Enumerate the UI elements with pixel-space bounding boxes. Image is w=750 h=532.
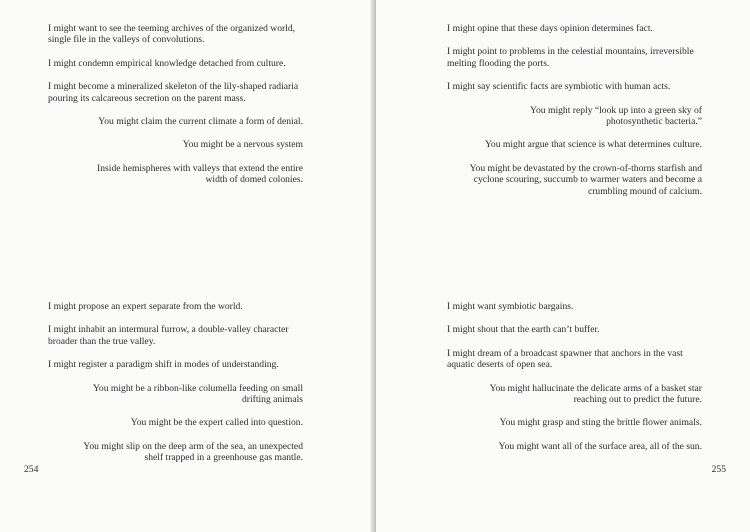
stanza-line: I might dream of a broadcast spawner that anchors in the vast aquatic deserts of open sea.: [447, 347, 683, 371]
stanza-line: I might point to problems in the celestial mountains, irreversible melting flooding the ports.: [447, 46, 694, 69]
stanza-line: You might argue that science is what determines culture.: [484, 139, 702, 151]
stanza-line: You might be a nervous system: [182, 139, 303, 151]
stanza-line: You might claim the current climate a form of denial.: [98, 116, 303, 128]
stanza-line: You might be devastated by the crown-of-thorns starfish and cyclone scouring, succumb to warmer waters and become a crumbling mound of calcium.: [469, 162, 702, 197]
stanza-line: I might shout that the earth can’t buffer.: [447, 324, 600, 336]
stanza-line: I might inhabit an intermural furrow, a double-valley character broader than the true valley.: [48, 324, 289, 347]
right-top-block: [447, 23, 702, 197]
stanza-line: You might be the expert called into question.: [130, 417, 303, 429]
stanza-line: I might become a mineralized skeleton of the lily-shaped radiaria pouring its calcareous secretion on the parent mass.: [48, 81, 299, 104]
stanza-line: You might be a ribbon-like columella feeding on small drifting animals: [92, 382, 303, 406]
stanza-line: Inside hemispheres with valleys that extend the entire width of domed colonies.: [97, 162, 303, 186]
page-number: 255: [711, 464, 726, 475]
stanza-line: I might condemn empirical knowledge detached from culture.: [48, 57, 286, 69]
stanza-line: I might propose an expert separate from the world.: [48, 301, 243, 312]
page-number: 254: [24, 464, 39, 475]
left-top-block: [48, 23, 303, 186]
right-page: [376, 0, 750, 532]
stanza-line: I might say scientific facts are symbiotic with human acts.: [447, 81, 671, 93]
stanza-line: I might want symbiotic bargains.: [447, 301, 574, 312]
right-bottom-block: [447, 301, 702, 452]
left-page: [0, 0, 374, 532]
stanza-line: You might grasp and sting the brittle flower animals.: [499, 417, 702, 429]
stanza-line: You might want all of the surface area, all of the sun.: [498, 440, 702, 452]
stanza-line: You might slip on the deep arm of the sea, an unexpected shelf trapped in a greenhouse gas mantle.: [83, 440, 303, 464]
left-bottom-block: [48, 301, 303, 464]
stanza-line: You might hallucinate the delicate arms of a basket star reaching out to predict the future.: [489, 382, 702, 406]
stanza-line: You might reply “look up into a green sky of photosynthetic bacteria.”: [530, 104, 702, 128]
stanza-line: I might opine that these days opinion determines fact.: [447, 23, 653, 34]
stanza-line: I might want to see the teeming archives of the organized world, single file in the valleys of convolutions.: [48, 23, 296, 46]
stanza-line: I might register a paradigm shift in modes of understanding.: [48, 359, 279, 371]
